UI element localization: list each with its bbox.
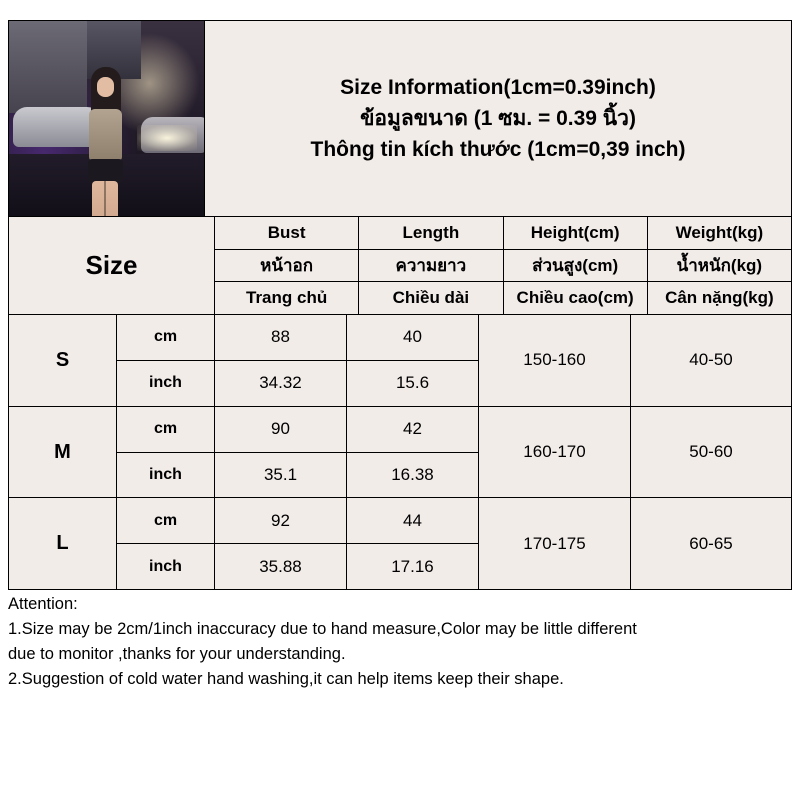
cell-bust-cm: 92 <box>215 498 346 544</box>
table-row <box>9 498 791 589</box>
chart-header-row <box>9 21 791 217</box>
unit-inch: inch <box>149 465 182 483</box>
cell-bust-cm: 88 <box>215 315 346 361</box>
column-header-weight-en: Weight(kg) <box>648 217 791 250</box>
cell-length-cm: 44 <box>347 498 478 544</box>
column-header-weight <box>648 217 791 314</box>
photo-model-top <box>89 109 122 161</box>
cell-weight: 50-60 <box>689 442 733 461</box>
cell-length-cm: 42 <box>347 407 478 453</box>
column-header-length-th: ความยาว <box>359 250 502 283</box>
column-header-height <box>504 217 648 314</box>
product-photo <box>9 21 204 216</box>
column-header-bust-en: Bust <box>215 217 358 250</box>
cell-height: 160-170 <box>479 407 631 498</box>
column-header-length-en: Length <box>359 217 502 250</box>
attention-line-3: 2.Suggestion of cold water hand washing,it can help items keep their shape. <box>8 670 564 688</box>
attention-note <box>8 592 792 692</box>
chart-title-th: ข้อมูลขนาด (1 ซม. = 0.39 นิ้ว) <box>360 107 636 130</box>
column-header-row <box>9 217 791 315</box>
photo-model-leg-divider <box>104 181 106 216</box>
cell-bust-inch: 35.1 <box>263 464 298 484</box>
row-measurements <box>215 315 791 406</box>
column-header-height-en: Height(cm) <box>504 217 647 250</box>
cell-weight: 60-65 <box>689 533 733 553</box>
cell-bust-inch: 35.88 <box>259 556 302 576</box>
cell-bust <box>215 315 347 406</box>
product-photo-cell <box>9 21 205 216</box>
column-header-weight-th: น้ำหนัก(kg) <box>648 250 791 283</box>
photo-headlight-glow <box>137 125 197 151</box>
column-header-weight-vi: Cân nặng(kg) <box>665 288 774 308</box>
row-size-label: M <box>9 407 117 498</box>
cell-bust-cm: 90 <box>215 407 346 453</box>
column-header-length <box>359 217 503 314</box>
column-header-height-vi: Chiều cao(cm) <box>516 288 634 308</box>
unit-inch: inch <box>149 557 182 575</box>
cell-length <box>347 498 479 589</box>
unit-inch: inch <box>149 374 182 392</box>
cell-bust-inch: 34.32 <box>259 373 302 393</box>
unit-cm: cm <box>117 315 214 361</box>
row-measurements <box>215 407 791 498</box>
row-size-label: S <box>9 315 117 406</box>
cell-bust <box>215 498 347 589</box>
column-header-length-vi: Chiều dài <box>392 288 470 308</box>
unit-cm: cm <box>117 498 214 544</box>
photo-model-face <box>97 77 114 97</box>
row-unit-labels <box>117 498 215 589</box>
column-header-bust <box>215 217 359 314</box>
column-header-bust-th: หน้าอก <box>215 250 358 283</box>
row-unit-labels <box>117 315 215 406</box>
cell-weight: 40-50 <box>689 350 733 370</box>
row-measurements <box>215 498 791 589</box>
attention-heading: Attention: <box>8 595 78 613</box>
cell-length <box>347 315 479 406</box>
cell-height: 170-175 <box>479 498 631 589</box>
column-header-height-th: ส่วนสูง(cm) <box>504 250 647 283</box>
row-size-label: L <box>9 498 117 589</box>
photo-model-shorts <box>88 159 123 183</box>
size-chart-table <box>8 20 792 590</box>
cell-length-inch: 16.38 <box>391 464 434 484</box>
size-column-header: Size <box>9 217 215 314</box>
photo-model-figure <box>83 67 127 216</box>
chart-title-en: Size Information(1cm=0.39inch) <box>340 76 656 99</box>
cell-length-cm: 40 <box>347 315 478 361</box>
table-row <box>9 315 791 407</box>
chart-title-cell <box>205 21 791 216</box>
column-header-bust-vi: Trang chủ <box>246 288 328 308</box>
measurement-column-headers <box>215 217 791 314</box>
row-unit-labels <box>117 407 215 498</box>
cell-length <box>347 407 479 498</box>
attention-line-1: 1.Size may be 2cm/1inch inaccuracy due to hand measure,Color may be little different <box>8 620 637 638</box>
size-rows <box>9 315 791 589</box>
unit-cm: cm <box>117 407 214 453</box>
cell-height: 150-160 <box>479 315 631 406</box>
photo-building-shape <box>9 21 87 113</box>
cell-length-inch: 17.16 <box>391 556 434 576</box>
attention-line-2: due to monitor ,thanks for your understanding. <box>8 645 346 663</box>
chart-title-vi: Thông tin kích thước (1cm=0,39 inch) <box>310 138 686 161</box>
cell-bust <box>215 407 347 498</box>
cell-length-inch: 15.6 <box>395 373 430 393</box>
table-row <box>9 407 791 499</box>
